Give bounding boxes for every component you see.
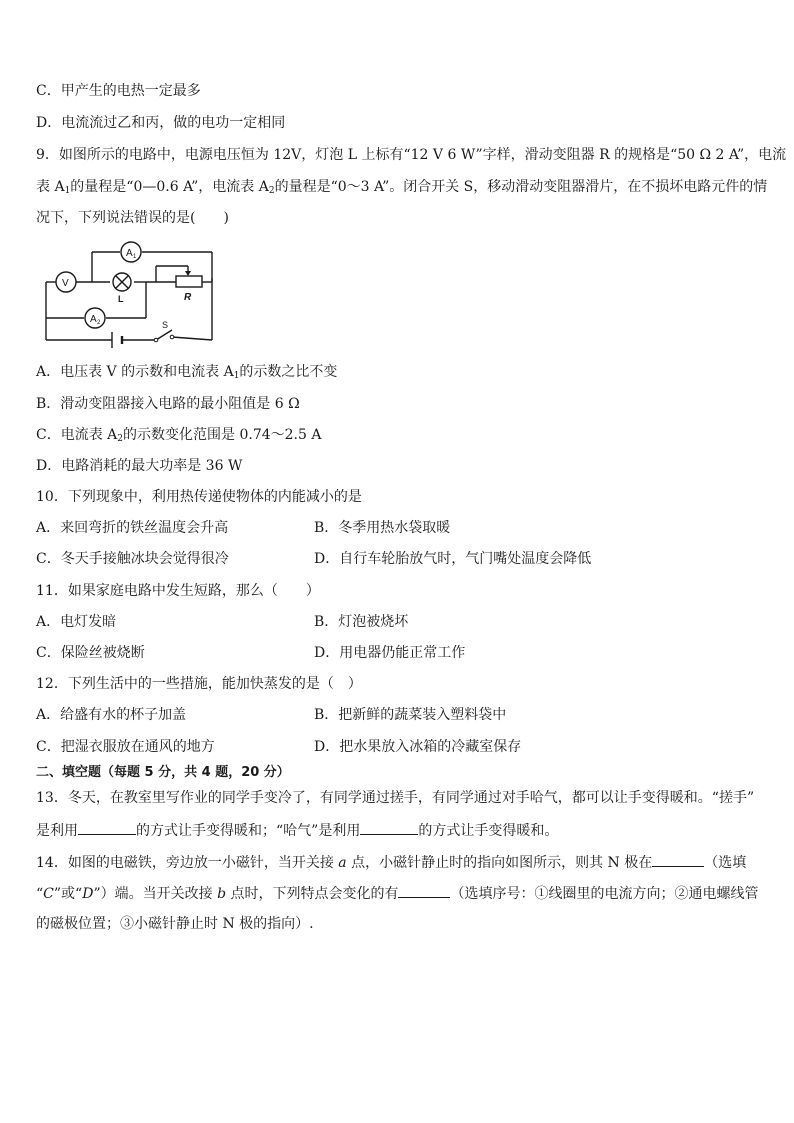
q10-option-b: B．冬季用热水袋取暖	[314, 520, 451, 536]
switch-contact-right	[170, 335, 174, 339]
slider-arrow-head	[185, 271, 191, 276]
q10-options-row2	[36, 549, 758, 569]
ammeter1-label: A	[126, 248, 133, 259]
voltmeter-label: V	[62, 278, 69, 289]
q9-option-d: D．电路消耗的最大功率是 36 W	[36, 458, 243, 474]
q14-text: 14．如图的电磁铁，旁边放一小磁针，当开关接	[36, 855, 339, 871]
q14-line2	[36, 883, 758, 904]
q14-text: ”）端。当开关改接	[93, 886, 218, 902]
q9-option-a	[36, 362, 758, 386]
q12-options-row2	[36, 737, 758, 757]
switch-blade	[156, 330, 172, 340]
q10-option-c: C．冬天手接触冰块会觉得很冷	[36, 551, 229, 567]
q10-option-a: A．来回弯折的铁丝温度会升高	[36, 520, 229, 536]
q14-text: ”或“	[53, 886, 83, 902]
q9-subscript: 2	[268, 186, 275, 196]
q9-stem-line2	[36, 177, 768, 201]
q14-text: （选填序号：①线圈里的电流方向；②通电螺线管	[450, 886, 759, 902]
q13-blank-2[interactable]	[360, 820, 418, 835]
q12-option-a: A．给盛有水的杯子加盖	[36, 707, 187, 723]
q10-options-row1	[36, 518, 758, 538]
q13-line2	[36, 820, 758, 841]
q9-stem-line3: 况下，下列说法错误的是( )	[36, 210, 229, 226]
q9-option-b: B．滑动变阻器接入电路的最小阻值是 6 Ω	[36, 396, 300, 412]
q13-text: 的方式让手变得暖和。	[418, 823, 559, 839]
q14-blank-2[interactable]	[398, 883, 450, 898]
q14-line3: 的磁极位置；③小磁针静止时 N 极的指向）.	[36, 916, 314, 932]
q14-point-b: b	[217, 886, 227, 902]
q9-subscript: 1	[64, 186, 71, 196]
q9-stem-text: 的量程是“0～3 A”。闭合开关 S，移动滑动变阻器滑片，在不损坏电路元件的情	[274, 179, 768, 195]
q12-option-d: D．把水果放入冰箱的冷藏室保存	[314, 739, 522, 755]
q14-end-c: C	[43, 886, 54, 902]
ammeter2-subscript: 2	[97, 320, 101, 326]
q9-subscript: 2	[117, 434, 124, 444]
q14-text: “	[36, 886, 44, 902]
lamp-label: L	[118, 294, 124, 304]
q11-options-row2	[36, 643, 758, 663]
q8-option-d: D．电流流过乙和丙，做的电功一定相同	[36, 115, 286, 131]
q11-option-a: A．电灯发暗	[36, 614, 117, 630]
q9-option-a-text: A．电压表 V 的示数和电流表 A	[36, 364, 234, 380]
rheostat-body	[176, 276, 202, 287]
q11-options-row1	[36, 612, 758, 632]
q13-text: 的方式让手变得暖和；“哈气”是利用	[136, 823, 361, 839]
q14-text: 点，小磁针静止时的指向如图所示，则其 N 极在	[346, 855, 653, 871]
q9-option-a-text: 的示数之比不变	[239, 364, 338, 380]
q9-option-c	[36, 425, 758, 449]
q9-stem-line1: 9．如图所示的电路中，电源电压恒为 12V，灯泡 L 上标有“12 V 6 W”字样，滑动变阻器 R 的规格是“50 Ω 2 A”，电流	[36, 147, 787, 163]
q8-option-c: C．甲产生的电热一定最多	[36, 83, 201, 99]
q14-text: （选填	[704, 855, 747, 871]
q12-options-row1	[36, 705, 758, 725]
q11-option-b: B．灯泡被烧坏	[314, 614, 409, 630]
switch-contact-left	[154, 338, 158, 342]
rheostat-label: R	[184, 292, 192, 303]
q9-option-c-text: C．电流表 A	[36, 427, 118, 443]
q11-stem: 11．如果家庭电路中发生短路，那么（ ）	[36, 583, 320, 599]
q14-blank-1[interactable]	[652, 852, 704, 867]
q9-option-c-text: 的示数变化范围是 0.74～2.5 A	[123, 427, 322, 443]
q14-text: 点时，下列特点会变化的有	[226, 886, 399, 902]
q11-option-d: D．用电器仍能正常工作	[314, 645, 466, 661]
ammeter1-subscript: 1	[133, 254, 137, 260]
wire-bottom-right	[172, 337, 212, 340]
switch-label: S	[162, 320, 169, 330]
q10-stem: 10．下列现象中，利用热传递使物体的内能减小的是	[36, 489, 362, 505]
q12-option-c: C．把湿衣服放在通风的地方	[36, 739, 215, 755]
q9-stem-text: 的量程是“0—0.6 A”，电流表 A	[70, 179, 269, 195]
q12-stem: 12．下列生活中的一些措施，能加快蒸发的是（ ）	[36, 676, 362, 692]
circuit-diagram	[40, 238, 220, 356]
ammeter2-label: A	[90, 314, 97, 325]
section-title-fill-in: 二、填空题（每题 5 分，共 4 题，20 分）	[36, 765, 290, 780]
q10-option-d: D．自行车轮胎放气时，气门嘴处温度会降低	[314, 551, 592, 567]
q13-text: 是利用	[36, 823, 78, 839]
q11-option-c: C．保险丝被烧断	[36, 645, 145, 661]
q9-stem-text: 表 A	[36, 179, 65, 195]
q14-end-d: D	[82, 886, 94, 902]
q13-blank-1[interactable]	[78, 820, 136, 835]
q12-option-b: B．把新鲜的蔬菜装入塑料袋中	[314, 707, 507, 723]
q13-line1: 13．冬天，在教室里写作业的同学手变冷了，有同学通过搓手，有同学通过对手哈气，都可以让手变得暖和。“搓手”	[36, 790, 755, 806]
q9-subscript: 1	[233, 371, 240, 381]
q14-point-a: a	[338, 855, 347, 871]
q14-line1	[36, 852, 758, 873]
